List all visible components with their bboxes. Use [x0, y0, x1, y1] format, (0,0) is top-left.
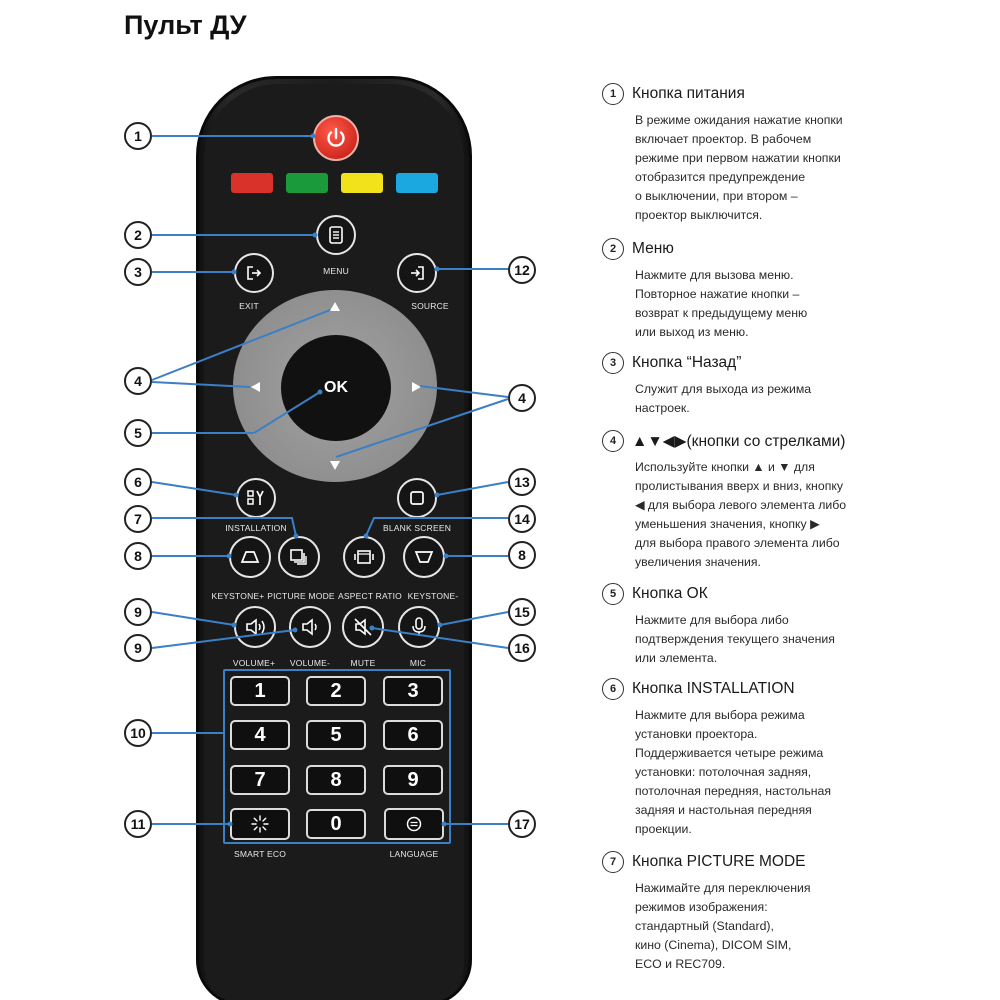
arrow-right-button[interactable] [412, 382, 421, 392]
callout-16: 16 [508, 634, 536, 662]
keystone-minus-icon [414, 550, 434, 564]
mute-button[interactable] [342, 606, 384, 648]
callout-8-right: 8 [508, 541, 536, 569]
picture-mode-label: PICTURE MODE [267, 591, 335, 601]
description-title: Кнопка питания [632, 85, 745, 102]
language-button[interactable] [384, 808, 444, 840]
volume-plus-icon [244, 618, 266, 636]
description-number: 2 [602, 238, 624, 260]
menu-label: MENU [323, 266, 349, 276]
power-button[interactable] [313, 115, 359, 161]
key-9[interactable]: 9 [383, 765, 443, 795]
description-number: 7 [602, 851, 624, 873]
description-body: Нажмите для вызова меню. Повторное нажатие кнопки – возврат к предыдущему меню или выход из меню. [635, 268, 808, 339]
menu-icon [328, 226, 344, 244]
description-number: 3 [602, 352, 624, 374]
description-number: 4 [602, 430, 624, 452]
callout-2: 2 [124, 221, 152, 249]
ok-button[interactable]: OK [281, 335, 391, 441]
page-title: Пульт ДУ [124, 10, 247, 40]
callout-15: 15 [508, 598, 536, 626]
microphone-icon [411, 617, 427, 637]
volume-minus-label: VOLUME- [289, 658, 331, 668]
callout-1: 1 [124, 122, 152, 150]
callout-14: 14 [508, 505, 536, 533]
description-2 [602, 238, 902, 342]
callout-13: 13 [508, 468, 536, 496]
description-7 [602, 851, 902, 974]
blue-button[interactable] [396, 173, 438, 193]
callout-8-left: 8 [124, 542, 152, 570]
callout-17: 17 [508, 810, 536, 838]
description-body: Служит для выхода из режима настроек. [635, 382, 812, 415]
callout-4-right: 4 [508, 384, 536, 412]
aspect-ratio-button[interactable] [343, 536, 385, 578]
green-button[interactable] [286, 173, 328, 193]
key-1[interactable]: 1 [230, 676, 290, 706]
description-number: 1 [602, 83, 624, 105]
callout-5: 5 [124, 419, 152, 447]
mic-label: MIC [409, 658, 427, 668]
language-label: LANGUAGE [389, 849, 439, 859]
language-icon [405, 815, 423, 833]
description-4 [602, 430, 902, 572]
red-button[interactable] [231, 173, 273, 193]
description-body: В режиме ожидания нажатие кнопки включает проектор. В рабочем режиме при первом нажатии кнопки отобразится предупреждение о выключении, при втором – проектор выключится. [635, 113, 843, 222]
installation-icon [246, 489, 266, 507]
description-1 [602, 83, 902, 225]
description-3 [602, 352, 902, 418]
callout-7: 7 [124, 505, 152, 533]
description-body: Нажмите для выбора режима установки проектора. Поддерживается четыре режима установки: потолочная задняя, потолочная передняя, настольная задняя и настольная передняя проекции. [635, 708, 832, 836]
key-4[interactable]: 4 [230, 720, 290, 750]
description-title: Кнопка INSTALLATION [632, 680, 795, 697]
mute-label: MUTE [350, 658, 376, 668]
arrow-down-button[interactable] [330, 461, 340, 470]
smart-eco-icon [250, 814, 270, 834]
description-title: Меню [632, 240, 674, 257]
key-0[interactable]: 0 [306, 809, 366, 839]
exit-button[interactable] [234, 253, 274, 293]
mic-button[interactable] [398, 606, 440, 648]
description-title: ▲▼◀▶(кнопки со стрелками) [632, 432, 846, 450]
key-8[interactable]: 8 [306, 765, 366, 795]
volume-plus-button[interactable] [234, 606, 276, 648]
smart-eco-label: SMART ECO [233, 849, 287, 859]
exit-label: EXIT [239, 301, 259, 311]
callout-11: 11 [124, 810, 152, 838]
description-6 [602, 678, 902, 839]
volume-minus-icon [300, 618, 320, 636]
description-5 [602, 583, 902, 668]
description-body: Используйте кнопки ▲ и ▼ для пролистывания вверх и вниз, кнопку ◀ для выбора левого элемента либо уменьшения значения, кнопку ▶ для выбора правого элемента либо увеличения значения. [635, 460, 847, 569]
menu-button[interactable] [316, 215, 356, 255]
arrow-up-button[interactable] [330, 302, 340, 311]
picture-mode-button[interactable] [278, 536, 320, 578]
description-title: Кнопка PICTURE MODE [632, 853, 806, 870]
installation-button[interactable] [236, 478, 276, 518]
description-number: 6 [602, 678, 624, 700]
arrow-left-button[interactable] [251, 382, 260, 392]
key-2[interactable]: 2 [306, 676, 366, 706]
keystone-plus-button[interactable] [229, 536, 271, 578]
callout-12: 12 [508, 256, 536, 284]
callout-3: 3 [124, 258, 152, 286]
source-button[interactable] [397, 253, 437, 293]
keystone-plus-icon [240, 550, 260, 564]
description-number: 5 [602, 583, 624, 605]
blank-screen-label: BLANK SCREEN [382, 523, 452, 533]
keystone-minus-label: KEYSTONE- [407, 591, 459, 601]
source-icon [408, 264, 426, 282]
smart-eco-button[interactable] [230, 808, 290, 840]
blank-screen-icon [409, 490, 425, 506]
volume-minus-button[interactable] [289, 606, 331, 648]
description-title: Кнопка “Назад” [632, 354, 742, 371]
blank-screen-button[interactable] [397, 478, 437, 518]
keystone-plus-label: KEYSTONE+ [211, 591, 265, 601]
key-5[interactable]: 5 [306, 720, 366, 750]
power-icon [324, 126, 348, 150]
picture-mode-icon [289, 548, 309, 566]
callout-6: 6 [124, 468, 152, 496]
aspect-ratio-icon [353, 549, 375, 565]
key-3[interactable]: 3 [383, 676, 443, 706]
mute-icon [352, 617, 374, 637]
callout-10: 10 [124, 719, 152, 747]
description-body: Нажмите для выбора либо подтверждения текущего значения или элемента. [635, 613, 835, 665]
installation-label: INSTALLATION [225, 523, 287, 533]
keystone-minus-button[interactable] [403, 536, 445, 578]
aspect-ratio-label: ASPECT RATIO [338, 591, 402, 601]
description-body: Нажимайте для переключения режимов изображения: стандартный (Standard), кино (Cinema), DICOM SIM, ECO и REC709. [635, 881, 811, 971]
yellow-button[interactable] [341, 173, 383, 193]
callout-9-bottom: 9 [124, 634, 152, 662]
key-7[interactable]: 7 [230, 765, 290, 795]
callout-9-top: 9 [124, 598, 152, 626]
source-label: SOURCE [411, 301, 449, 311]
callout-4-left: 4 [124, 367, 152, 395]
volume-plus-label: VOLUME+ [232, 658, 276, 668]
exit-icon [245, 264, 263, 282]
description-title: Кнопка ОК [632, 585, 708, 602]
key-6[interactable]: 6 [383, 720, 443, 750]
